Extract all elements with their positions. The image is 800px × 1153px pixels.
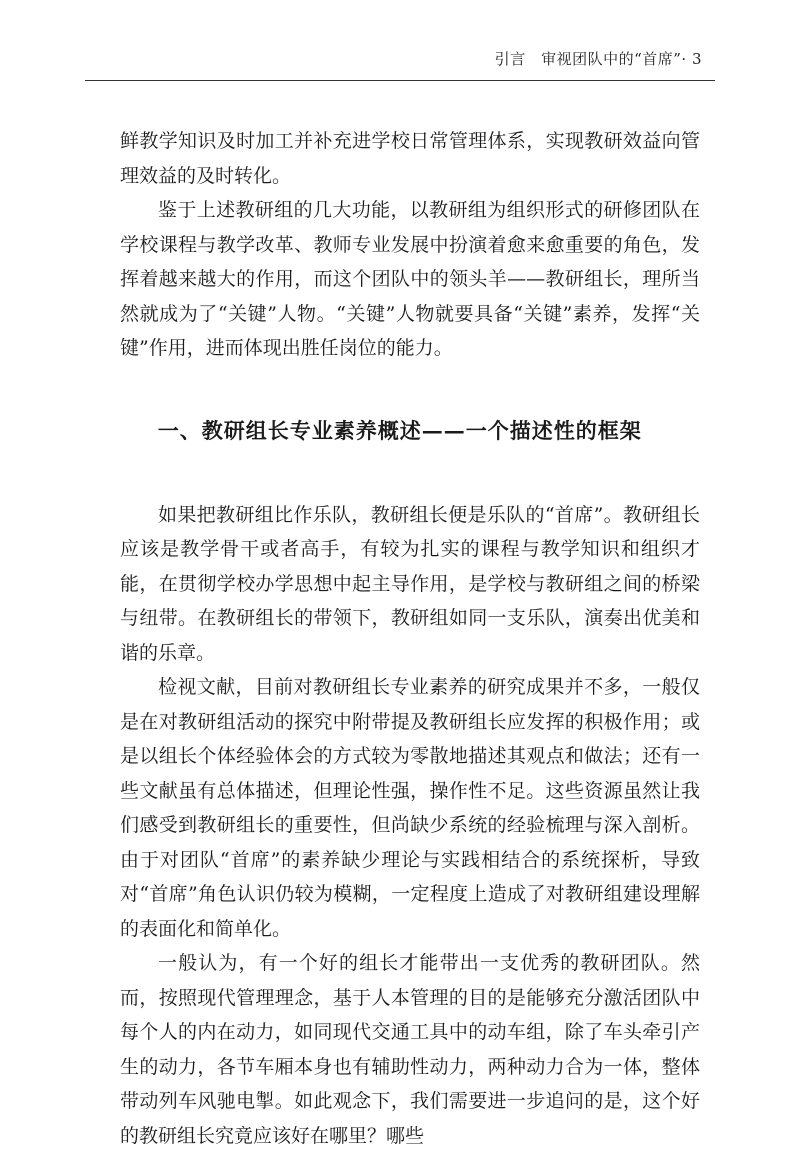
- paragraph: 检视文献，目前对教研组长专业素养的研究成果并不多，一般仅是在对教研组活动的探究中附带提及教研组长应发挥的积极作用；或是以组长个体经验体会的方式较为零散地描述其观点和做法；还有一些文献虽有总体描述，但理论性强，操作性不足。这些资源虽然让我们感受到教研组长的重要性，但尚缺少系统的经验梳理与深入剖析。由于对团队“首席”的素养缺少理论与实践相结合的系统探析，导致对“首席”角色认识仍较为模糊，一定程度上造成了对教研组建设理解的表面化和简单化。: [120, 676, 700, 940]
- paragraph: 鉴于上述教研组的几大功能，以教研组为组织形式的研修团队在学校课程与教学改革、教师专业发展中扮演着愈来愈重要的角色，发挥着越来越大的作用，而这个团队中的领头羊——教研组长，理所当然就成为了“关键”人物。“关键”人物就要具备“关键”素养，发挥“关键”作用，进而体现出胜任岗位的能力。: [120, 199, 700, 359]
- section-heading: 一、教研组长专业素养概述——一个描述性的框架: [157, 417, 642, 443]
- body-text: [120, 124, 700, 1153]
- header-rule: [85, 80, 715, 81]
- paragraph: 如果把教研组比作乐队，教研组长便是乐队的“首席”。教研组长应该是教学骨干或者高手，有较为扎实的课程与教学知识和组织才能，在贯彻学校办学思想中起主导作用，是学校与教研组之间的桥梁与纽带。在教研组长的带领下，教研组如同一支乐队，演奏出优美和谐的乐章。: [120, 503, 700, 664]
- continued-paragraph: 鲜教学知识及时加工并补充进学校日常管理体系，实现教研效益向管理效益的及时转化。: [120, 130, 700, 187]
- running-header: 引言 审视团队中的“首席”· 3: [494, 50, 702, 68]
- paragraph: 一般认为，有一个好的组长才能带出一支优秀的教研团队。然而，按照现代管理理念，基于人本管理的目的是能够充分激活团队中每个人的内在动力，如同现代交通工具中的动车组，除了车头牵引产生的动力，各节车厢本身也有辅助性动力，两种动力合为一体，整体带动列车风驰电掣。如此观念下，我们需要进一步追问的是，这个好的教研组长究竟应该好在哪里？哪些: [120, 952, 700, 1147]
